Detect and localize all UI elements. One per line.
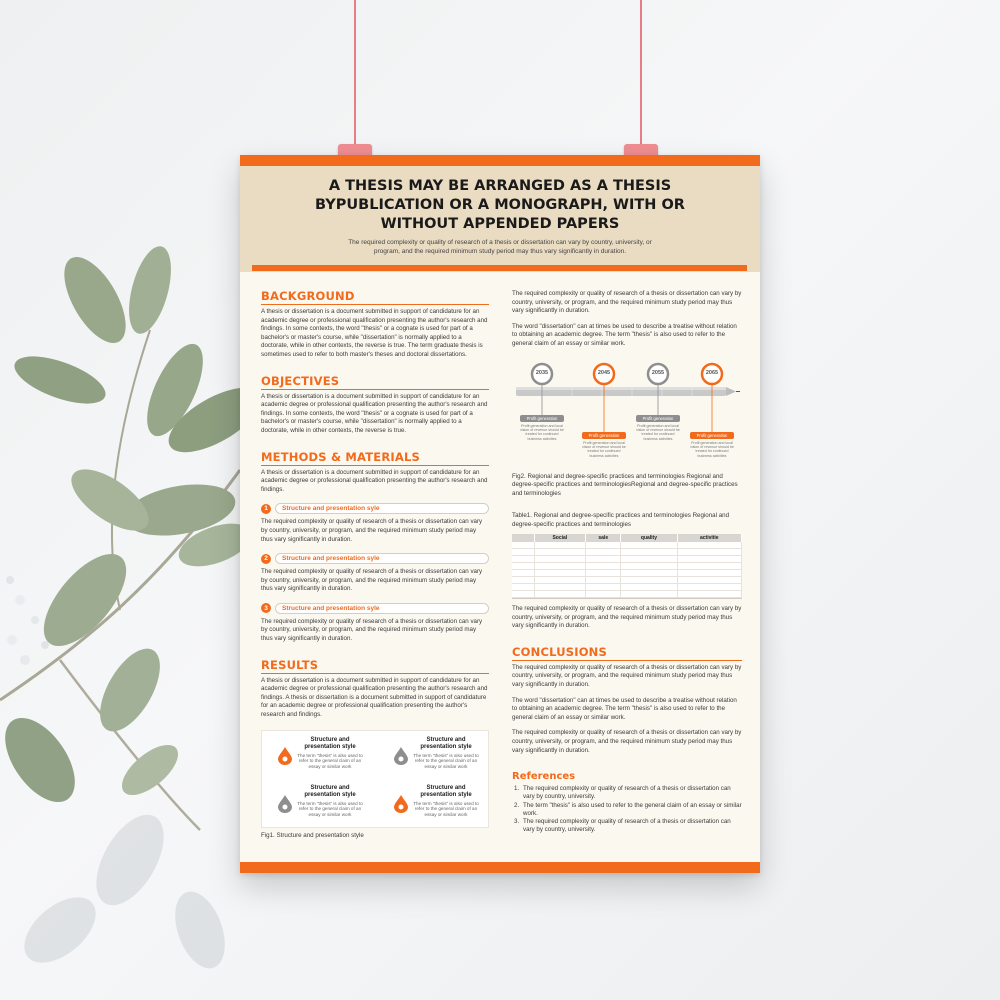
table-title: Table1. Regional and degree-specific practices and terminologies Regional and degree-specific practices and terminologies [512,512,730,528]
result-description: The term "thesis" is also used to refer to the general claim of an essay or similar work [297,752,363,769]
reference-number: 1. [514,785,520,793]
table-header [512,534,534,542]
objectives-title: OBJECTIVES [261,374,489,390]
table-row [512,577,742,584]
methods-title: METHODS & MATERIALS [261,450,489,466]
fig2-caption: Fig2. Regional and degree-specific practices and terminologies Regional and degree-specific practices and terminologiesRegional and degree-specific practices and terminologies [512,472,738,497]
table-header-row [512,534,742,542]
conclusions-text-2: The word "dissertation" can at times be used to describe a treatise without relation to obtaining an academic degree. The term "thesis" is also used to refer to the general claim of an essay or similar work. [512,696,737,721]
hanging-string-left [354,0,356,146]
method-label: Structure and presentation syle [275,553,489,564]
conclusions-text-1: The required complexity or quality of research of a thesis or dissertation can vary by country, university, or program, and the required minimum study period may thus vary significantly in duration. [512,663,742,688]
result-description: The term "thesis" is also used to refer to the general claim of an essay or similar work [413,752,479,769]
timeline-label: Profit generation [642,415,674,421]
result-description: The term "thesis" is also used to refer to the general claim of an essay or similar work [413,800,479,817]
timeline-desc: Profit generation and local vision of revenue should be treated for continued business activities [582,440,626,458]
timeline-label: Profit generation [526,415,558,421]
reference-text: The term "thesis" is also used to refer to the general claim of an essay or similar work. [523,801,742,817]
methods-text: A thesis or dissertation is a document submitted in support of candidature for an academic degree or professional qualification presenting the author's research and findings. [261,468,488,493]
drop-icon [394,795,408,813]
table-header: activitie [677,534,741,542]
drop-icon [394,747,408,765]
header-underline [252,265,747,271]
timeline-label: Profit generation [696,432,728,438]
timeline-desc: Profit generation and local vision of revenue should be treated for continued business activities [690,440,734,458]
table-row [512,556,742,563]
right-intro-1: The required complexity or quality of research of a thesis or dissertation can vary by country, university, or program, and the required minimum study period may thus vary significantly in duration. [512,290,742,315]
result-item [266,783,366,825]
drop-icon [278,795,292,813]
poster-header [240,166,760,272]
timeline-year: 2045 [597,369,611,376]
reference-number: 2. [514,801,520,809]
table-header: sale [586,534,621,542]
right-intro-2: The word "dissertation" can at times be used to describe a treatise without relation to obtaining an academic degree. The term "thesis" is also used to refer to the general claim of an essay or similar work. [512,322,737,347]
method-text: The required complexity or quality of research of a thesis or dissertation can vary by country, university, or program, and the required minimum study period may thus vary significantly in duration. [261,568,483,593]
poster-subtitle: The required complexity or quality of research of a thesis or dissertation can vary by country, university, or program, and the required minimum study period may thus vary significantly in duration. [348,239,652,255]
method-item-2 [261,553,489,564]
hanging-string-right [640,0,642,146]
method-text: The required complexity or quality of research of a thesis or dissertation can vary by country, university, or program, and the required minimum study period may thus vary significantly in duration. [261,617,483,643]
result-item [266,735,366,777]
right-column [512,290,742,834]
number-badge: 1 [261,504,271,514]
table-row [512,570,742,577]
data-table [512,534,742,599]
result-heading: Structure and presentation style [304,784,356,798]
method-item-3 [261,603,489,614]
number-badge: 2 [261,554,271,564]
table-row [512,549,742,556]
reference-text: The required complexity or quality of research of a thesis or dissertation can vary by country, university. [523,817,731,834]
timeline-desc: Profit generation and local vision of revenue should be treated for continued business activities [520,423,564,441]
timeline-label: Profit generation [588,432,620,438]
table-row [512,591,742,598]
background-text: A thesis or dissertation is a document submitted in support of candidature for an academic degree or professional qualification presenting the author's research and findings. In some contexts, the word "thesis" or a cognate is used for part of a bachelor's or master's course, while "dissertation" is normally applied to a doctorate, while in other contexts, the reverse is true. The term graduate thesis is sometimes used to refer to both master's theses and doctoral dissertations. [261,308,488,358]
method-label: Structure and presentation syle [275,503,489,514]
reference-item [512,785,742,801]
poster-top-bar [240,155,760,166]
reference-item [512,802,742,818]
results-text: A thesis or dissertation is a document submitted in support of candidature for an academic degree or professional qualification presenting the author's research and findings. A thesis or dissertation is a document submitted in support of candidature for an academic degree or professional qualification presenting the author's research and findings. [261,676,488,719]
table-header: Social [534,534,586,542]
poster-bottom-bar [240,862,760,873]
results-figure [261,730,489,828]
references-title: References [512,771,576,783]
result-description: The term "thesis" is also used to refer to the general claim of an essay or similar work [297,800,363,817]
table-bottom-rule [512,598,742,599]
method-text: The required complexity or quality of research of a thesis or dissertation can vary by country, university, or program, and the required minimum study period may thus vary significantly in duration. [261,518,483,543]
table-row [512,563,742,570]
timeline-year: 2055 [651,369,665,376]
timeline-year: 2035 [535,369,549,376]
conclusions-title: CONCLUSIONS [512,645,742,661]
background-title: BACKGROUND [261,289,489,305]
conclusions-text-3: The required complexity or quality of research of a thesis or dissertation can vary by country, university, or program, and the required minimum study period may thus vary significantly in duration. [512,729,742,754]
result-heading: Structure and presentation style [420,784,472,798]
method-label: Structure and presentation syle [275,603,489,614]
table-header: quality [621,534,677,542]
number-badge: 3 [261,603,271,613]
objectives-text: A thesis or dissertation is a document submitted in support of candidature for an academic degree or professional qualification presenting the author's research and findings. In some contexts, the word "thesis" or a cognate is used for part of a bachelor's or master's course, while "dissertation" is normally applied to a doctorate, while in other contexts, the reverse is true. [261,392,488,434]
poster-title: A THESIS MAY BE ARRANGED AS A THESIS BYPUBLICATION OR A MONOGRAPH, WITH OR WITHOUT APPENDED PAPERS [315,178,685,232]
method-item-1 [261,503,489,514]
result-item [382,783,482,825]
table-row [512,584,742,591]
timeline-desc: Profit generation and local vision of revenue should be treated for continued business activities [636,423,680,441]
timeline-figure [512,359,742,467]
drop-icon [278,747,292,765]
result-heading: Structure and presentation style [420,736,472,750]
result-item [382,735,482,777]
result-heading: Structure and presentation style [304,736,356,750]
timeline-year: 2065 [705,369,719,376]
poster [240,155,760,873]
table-row [512,542,742,549]
left-column [261,289,489,839]
after-table-text: The required complexity or quality of research of a thesis or dissertation can vary by country, university, or program, and the required minimum study period may thus vary significantly in duration. [512,605,742,630]
reference-number: 3. [514,817,520,825]
reference-item [512,818,742,834]
results-title: RESULTS [261,658,489,674]
reference-text: The required complexity or quality of research of a thesis or dissertation can vary by country, university. [523,785,731,801]
fig1-caption: Fig1. Structure and presentation style [261,831,364,839]
